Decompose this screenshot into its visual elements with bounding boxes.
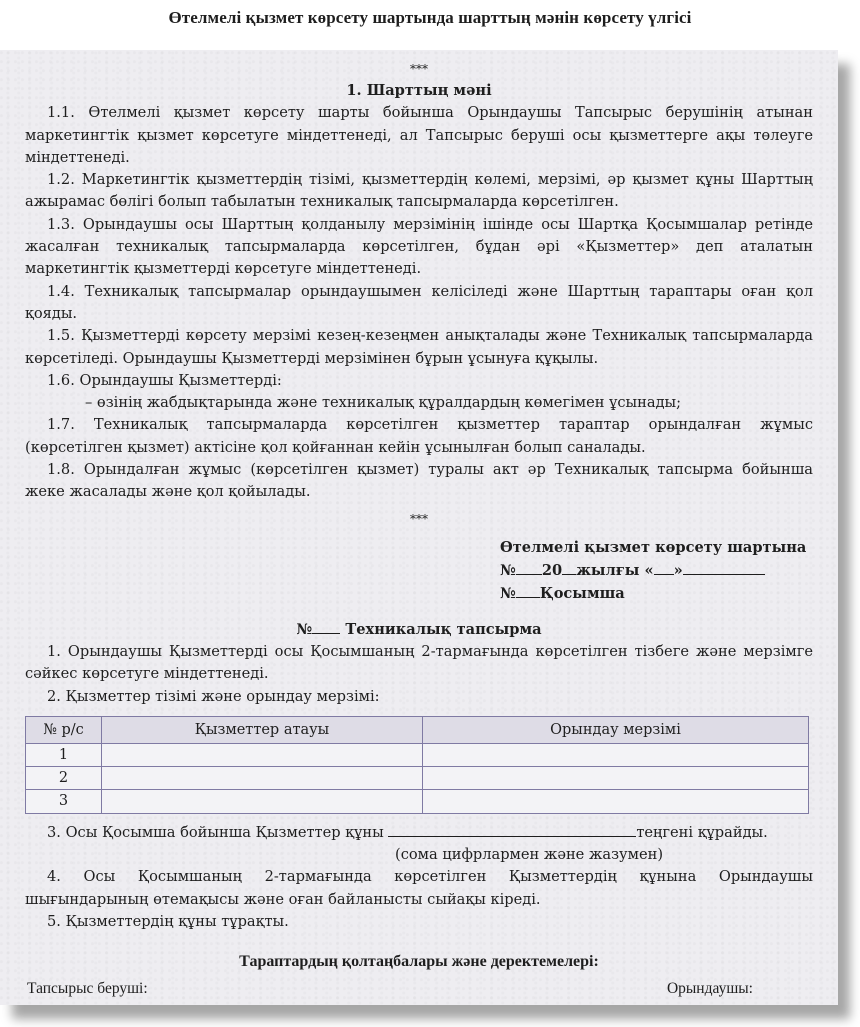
clause-1-8: 1.8. Орындалған жұмыс (көрсетілген қызмет) туралы акт әр Техникалық тапсырма бойынша жеке жасалады және қол қойылады. xyxy=(25,461,813,501)
task-item-3 xyxy=(25,822,813,844)
clause-1-5: 1.5. Қызметтерді көрсету мерзімі кезең-кезеңмен анықталады және Техникалық тапсырмаларда көрсетіледі. Орындаушы Қызметтерді мерзімінен бұрын ұсынуға құқылы. xyxy=(25,327,813,367)
task-item-2: 2. Қызметтер тізімі және орындау мерзімі: xyxy=(47,687,380,705)
cell-number: 3 xyxy=(26,790,102,813)
quote-close: » xyxy=(673,561,683,579)
page-title: Өтелмелі қызмет көрсету шартында шарттың мәнін көрсету үлгісі xyxy=(168,8,692,27)
clause-1-6-dash: – өзінің жабдықтарында және техникалық құралдардың көмегімен ұсынады; xyxy=(85,394,682,412)
cell-deadline[interactable] xyxy=(423,790,809,813)
table-row xyxy=(26,790,809,813)
section-heading: 1. Шарттың мәні xyxy=(346,82,492,99)
cell-deadline[interactable] xyxy=(423,767,809,790)
year-prefix: 20 xyxy=(541,561,563,579)
col-header-deadline: Орындау мерзімі xyxy=(423,716,809,743)
cell-number: 2 xyxy=(26,767,102,790)
clause-1-1: 1.1. Өтелмелі қызмет көрсету шарты бойынша Орындаушы Тапсырыс берушінің атынан маркетингтік қызмет көрсетуге міндеттенеді, ал Тапсырыс беруші осы қызметтерге ақы төлеуге міндеттенеді. xyxy=(25,104,813,166)
separator: *** xyxy=(410,62,428,76)
tech-task-label: Техникалық тапсырма xyxy=(345,620,542,638)
year-label: жылғы « xyxy=(576,561,654,579)
document-paper xyxy=(0,50,838,1005)
signatures-row xyxy=(25,978,813,1000)
task-item-1: 1. Орындаушы Қызметтерді осы Қосымшаның 2-тармағында көрсетілген тізбеге және мерзімге сәйкес көрсетуге міндеттенеді. xyxy=(25,642,813,683)
customer-label: Тапсырыс беруші: xyxy=(27,979,148,997)
annex-number-blank[interactable] xyxy=(516,583,540,598)
annex-header xyxy=(500,536,813,605)
table-row xyxy=(26,743,809,766)
annex-line-2 xyxy=(500,559,813,582)
annex-line-1: Өтелмелі қызмет көрсету шартына xyxy=(500,538,807,556)
sum-currency-label: теңгені құрайды. xyxy=(636,823,768,841)
number-sign-2: № xyxy=(500,584,516,602)
task-item-4: 4. Осы Қосымшаның 2-тармағында көрсетілген Қызметтердің құнына Орындаушы шығындарының өтемақысы және оған байланысты сыйақы кіреді. xyxy=(25,868,813,908)
task-item-5: 5. Қызметтердің құны тұрақты. xyxy=(47,912,289,930)
contract-number-blank[interactable] xyxy=(516,560,542,575)
clause-1-4: 1.4. Техникалық тапсырмалар орындаушымен келісіледі және Шарттың тараптары оған қол қояды. xyxy=(25,282,813,322)
clause-1-6: 1.6. Орындаушы Қызметтерді: xyxy=(47,371,282,389)
col-header-number: № р/с xyxy=(26,716,102,743)
clause-1-3: 1.3. Орындаушы осы Шарттың қолданылу мерзімінің ішінде осы Шартқа Қосымшалар ретінде жасалған техникалық тапсырмаларда көрсетілген, бұдан әрі «Қызметтер» деп аталатын маркетингтік қызметтерді көрсетуге міндеттенеді. xyxy=(25,215,813,278)
col-header-service-name: Қызметтер атауы xyxy=(102,716,423,743)
clause-1-2: 1.2. Маркетингтік қызметтердің тізімі, қызметтердің көлемі, мерзімі, әр қызмет құны Шарттың ажырамас бөлігі болып табылатын техникалық тапсырмаларда көрсетілген. xyxy=(25,171,813,211)
number-sign-3: № xyxy=(296,620,313,638)
day-blank[interactable] xyxy=(654,560,674,575)
cell-service-name[interactable] xyxy=(102,767,423,790)
table-header-row xyxy=(26,716,809,743)
signatures-title: Тараптардың қолтаңбалары және деректемелері: xyxy=(239,953,599,971)
separator-2: *** xyxy=(410,511,428,526)
sum-label: 3. Осы Қосымша бойынша Қызметтер құны xyxy=(47,823,389,841)
table-row xyxy=(26,767,809,790)
clause-1-7: 1.7. Техникалық тапсырмаларда көрсетілген қызметтер тараптар орындалған жұмыс (көрсетілген қызмет) актісіне қол қойғаннан кейін ұсынылған болып саналады. xyxy=(25,416,813,456)
annex-line-3 xyxy=(500,582,813,605)
cell-service-name[interactable] xyxy=(102,790,423,813)
number-sign: № xyxy=(500,561,516,579)
annex-label: Қосымша xyxy=(539,584,625,602)
sum-blank[interactable] xyxy=(388,822,636,837)
contractor-label: Орындаушы: xyxy=(666,979,753,997)
services-table xyxy=(25,716,809,814)
cell-number: 1 xyxy=(26,743,102,766)
sum-note: (сома цифрлармен және жазумен) xyxy=(395,846,664,864)
document-content xyxy=(25,50,813,1000)
cell-service-name[interactable] xyxy=(102,743,423,766)
year-blank[interactable] xyxy=(562,560,576,575)
task-number-blank[interactable] xyxy=(312,619,340,634)
month-blank[interactable] xyxy=(683,560,765,575)
tech-task-title xyxy=(25,619,813,641)
cell-deadline[interactable] xyxy=(423,743,809,766)
